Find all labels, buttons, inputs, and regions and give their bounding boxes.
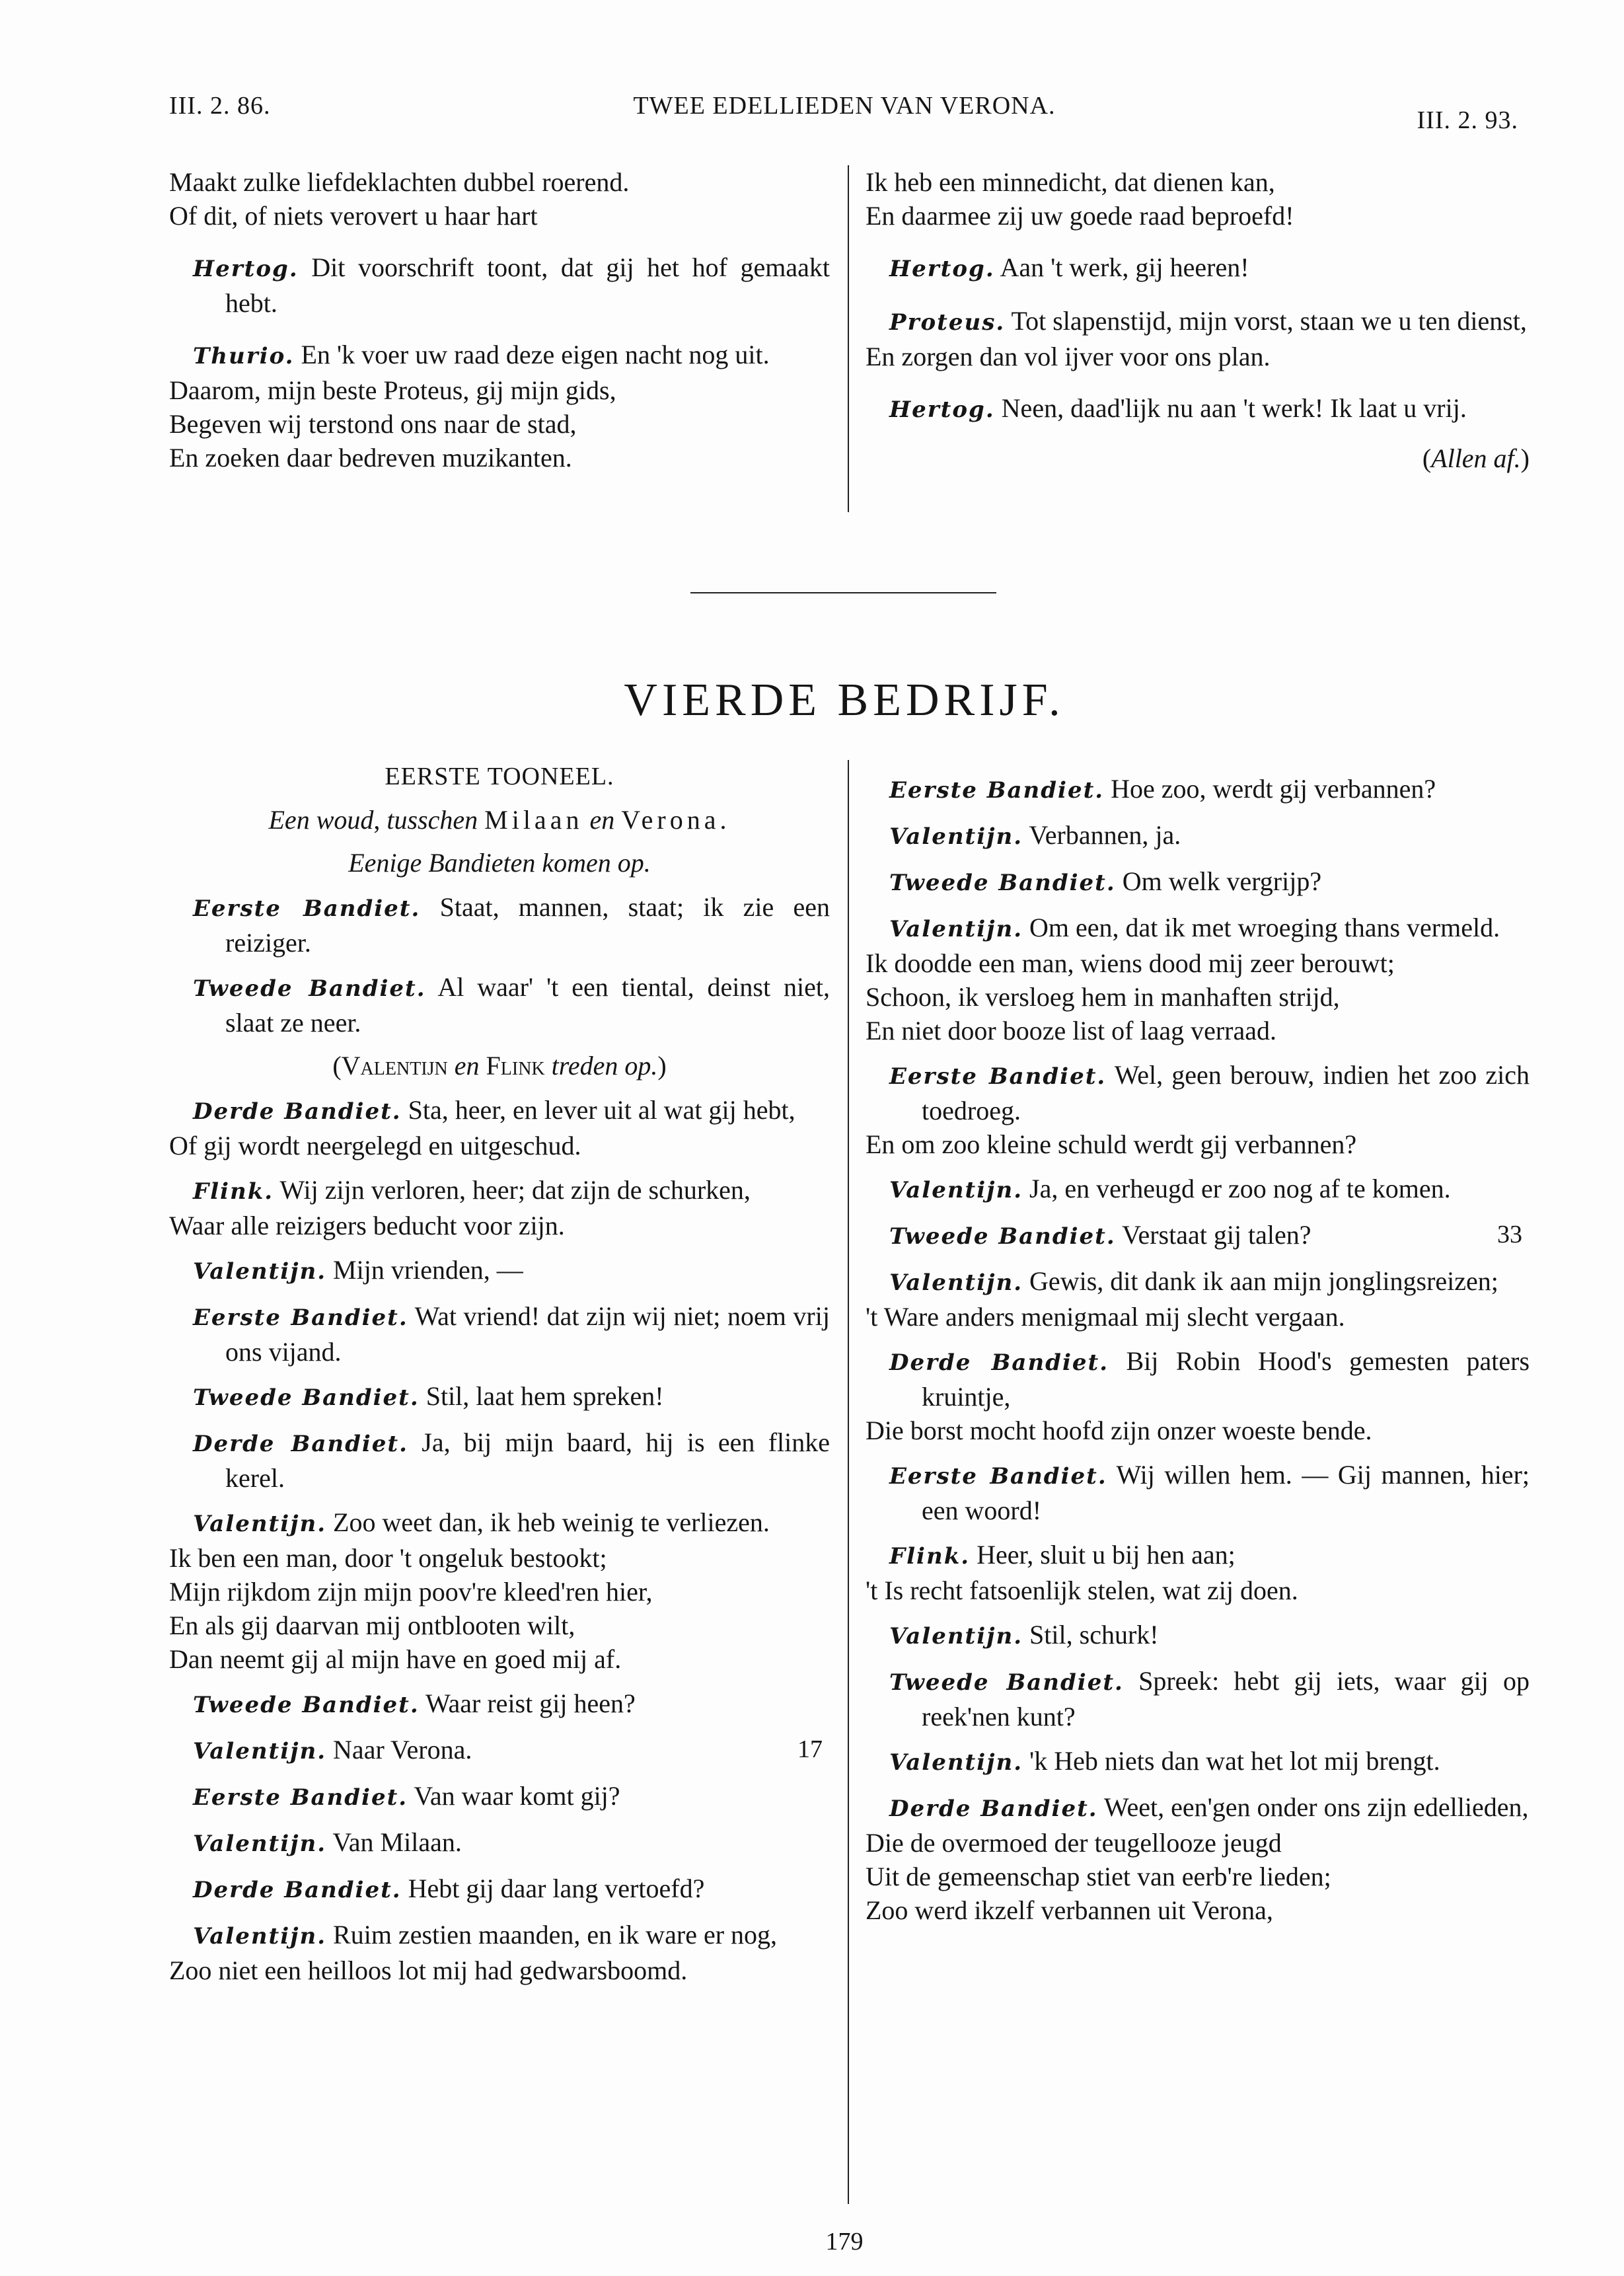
speech bbox=[889, 1618, 1530, 1653]
stage-direction-part: , bbox=[373, 805, 387, 835]
speech bbox=[193, 1872, 830, 1907]
speech bbox=[889, 391, 1530, 427]
speech bbox=[889, 864, 1530, 900]
stage-direction-part: en bbox=[583, 805, 622, 835]
speech-text: Wel, geen berouw, indien het zoo zich toedroeg. bbox=[922, 1060, 1530, 1125]
verse-line: 't Is recht fatsoenlijk stelen, wat zij doen. bbox=[866, 1575, 1298, 1605]
speech bbox=[889, 1458, 1530, 1527]
verse-line: En om zoo kleine schuld werdt gij verbannen? bbox=[866, 1129, 1357, 1159]
verse-line: Uit de gemeenschap stiet van eerb're lieden; bbox=[866, 1862, 1331, 1891]
speech-text: Sta, heer, en lever uit al wat gij hebt, bbox=[408, 1095, 795, 1125]
top-left-column bbox=[169, 165, 830, 474]
speech bbox=[889, 1264, 1530, 1300]
bottom-right-column bbox=[866, 772, 1530, 1927]
scene-heading: EERSTE TOONEEL. bbox=[385, 763, 614, 790]
speaker-name: Flink. bbox=[889, 1543, 971, 1570]
verse-line: Of dit, of niets verovert u haar hart bbox=[169, 201, 538, 231]
speaker-name: Thurio. bbox=[193, 343, 295, 369]
speaker-name: Derde Bandiet. bbox=[193, 1431, 408, 1457]
speech-text: Wij willen hem. — Gij mannen, hier; een woord! bbox=[922, 1460, 1530, 1525]
verse-line: Die de overmoed der teugellooze jeugd bbox=[866, 1828, 1282, 1858]
stage-direction-part: ) bbox=[657, 1051, 667, 1081]
stage-direction-part: Verona. bbox=[621, 805, 731, 835]
speech bbox=[889, 250, 1530, 286]
speech bbox=[193, 1918, 830, 1954]
speech-text: Hoe zoo, werdt gij verbannen? bbox=[1111, 774, 1436, 804]
verse-line: Ik doodde een man, wiens dood mij zeer berouwt; bbox=[866, 948, 1395, 978]
speech-text: Wat vriend! dat zijn wij niet; noem vrij ons vijand. bbox=[225, 1301, 830, 1367]
speaker-name: Eerste Bandiet. bbox=[889, 777, 1105, 804]
stage-direction-part: Allen af. bbox=[1431, 443, 1521, 473]
speech-text: Neen, daad'lijk nu aan 't werk! Ik laat u vrij. bbox=[1001, 393, 1467, 423]
speech-text: Om welk vergrijp? bbox=[1122, 866, 1322, 896]
speech bbox=[193, 1299, 830, 1369]
speech bbox=[889, 1664, 1530, 1733]
verse-line: Maakt zulke liefdeklachten dubbel roerend. bbox=[169, 167, 630, 197]
speaker-name: Derde Bandiet. bbox=[889, 1796, 1098, 1822]
column-divider-bottom bbox=[848, 760, 849, 2204]
speech bbox=[193, 1505, 830, 1541]
speech bbox=[193, 1687, 830, 1722]
speaker-name: Flink. bbox=[193, 1178, 274, 1205]
verse-line: En niet door booze list of laag verraad. bbox=[866, 1016, 1276, 1045]
speech bbox=[193, 338, 830, 373]
speaker-name: Eerste Bandiet. bbox=[193, 1784, 408, 1811]
speech-text: Van waar komt gij? bbox=[414, 1781, 620, 1811]
speech-text: Stil, laat hem spreken! bbox=[425, 1381, 664, 1411]
verse-line: En als gij daarvan mij ontblooten wilt, bbox=[169, 1611, 575, 1640]
stage-direction-part: en bbox=[447, 1051, 486, 1081]
bottom-left-column bbox=[169, 760, 830, 1987]
speech bbox=[889, 1172, 1530, 1207]
stage-direction-part: Flink bbox=[486, 1051, 545, 1081]
speech: 33 Tweede Bandiet. Verstaat gij talen? bbox=[889, 1220, 1522, 1250]
verse-line: 't Ware anders menigmaal mij slecht vergaan. bbox=[866, 1302, 1345, 1332]
speaker-name: Eerste Bandiet. bbox=[193, 895, 421, 922]
top-right-column bbox=[866, 165, 1530, 475]
stage-direction-part: Valentijn bbox=[341, 1051, 448, 1081]
speaker-name: Valentijn. bbox=[193, 1923, 327, 1950]
speaker-name: Hertog. bbox=[193, 256, 299, 282]
speaker-name: Eerste Bandiet. bbox=[889, 1463, 1107, 1490]
page-number: 179 bbox=[825, 2228, 864, 2256]
stage-direction-part: Eenige Bandieten komen op. bbox=[348, 848, 651, 878]
verse-line: Ik ben een man, door 't ongeluk bestookt; bbox=[169, 1543, 607, 1573]
speech bbox=[193, 970, 830, 1040]
speech bbox=[193, 1093, 830, 1129]
stage-direction bbox=[169, 803, 830, 837]
header-right-reference: III. 2. 93. bbox=[1417, 106, 1518, 134]
verse-line: En zoeken daar bedreven muzikanten. bbox=[169, 443, 572, 473]
speech-text: Ruim zestien maanden, en ik ware er nog, bbox=[333, 1920, 778, 1950]
speaker-name: Proteus. bbox=[889, 309, 1006, 336]
speaker-name: Tweede Bandiet. bbox=[889, 1223, 1116, 1250]
speaker-name: Valentijn. bbox=[193, 1831, 327, 1857]
speaker-name: Valentijn. bbox=[889, 1749, 1023, 1776]
speaker-name: Tweede Bandiet. bbox=[193, 1692, 420, 1718]
verse-line: Die borst mocht hoofd zijn onzer woeste bende. bbox=[866, 1416, 1372, 1445]
speech-text: Heer, sluit u bij hen aan; bbox=[977, 1540, 1236, 1570]
speech-text: Van Milaan. bbox=[332, 1827, 462, 1857]
speech bbox=[889, 772, 1530, 808]
act-title: VIERDE BEDRIJF. bbox=[624, 675, 1065, 726]
section-rule bbox=[690, 592, 996, 593]
speech-text: Verstaat gij talen? bbox=[1121, 1220, 1311, 1250]
speech-text: En 'k voer uw raad deze eigen nacht nog uit. bbox=[301, 340, 770, 369]
verse-line: Zoo werd ikzelf verbannen uit Verona, bbox=[866, 1895, 1273, 1925]
speaker-name: Valentijn. bbox=[193, 1511, 327, 1537]
speech-text: Wij zijn verloren, heer; dat zijn de schurken, bbox=[279, 1175, 751, 1205]
speaker-name: Derde Bandiet. bbox=[889, 1349, 1109, 1376]
speech bbox=[889, 1744, 1530, 1780]
speaker-name: Derde Bandiet. bbox=[193, 1098, 402, 1125]
speech-text: Hebt gij daar lang vertoefd? bbox=[408, 1874, 705, 1903]
stage-direction-part: ( bbox=[1422, 443, 1432, 473]
speech-text: Gewis, dit dank ik aan mijn jonglingsreizen; bbox=[1029, 1266, 1498, 1296]
speech bbox=[193, 890, 830, 960]
speech bbox=[889, 304, 1530, 340]
stage-direction bbox=[169, 1049, 830, 1082]
header-left-reference: III. 2. 86. bbox=[169, 92, 271, 120]
verse-line: En zorgen dan vol ijver voor ons plan. bbox=[866, 342, 1271, 371]
stage-direction bbox=[866, 441, 1530, 475]
speaker-name: Valentijn. bbox=[889, 823, 1023, 850]
speech-text: Stil, schurk! bbox=[1029, 1620, 1159, 1650]
speaker-name: Hertog. bbox=[889, 256, 995, 282]
speaker-name: Tweede Bandiet. bbox=[193, 1385, 420, 1411]
stage-direction-part: Een woud bbox=[268, 805, 374, 835]
speaker-name: Hertog. bbox=[889, 397, 995, 423]
speech-text: Verbannen, ja. bbox=[1029, 820, 1181, 850]
speaker-name: Valentijn. bbox=[889, 1270, 1023, 1296]
verse-line: Zoo niet een heilloos lot mij had gedwarsboomd. bbox=[169, 1955, 688, 1985]
speech bbox=[889, 818, 1530, 854]
speaker-name: Tweede Bandiet. bbox=[193, 975, 426, 1002]
speech bbox=[889, 1790, 1530, 1826]
speech bbox=[193, 1379, 830, 1415]
speech bbox=[193, 1173, 830, 1209]
speech: 17 Valentijn. Naar Verona. bbox=[193, 1735, 823, 1764]
speech bbox=[193, 250, 830, 320]
speech bbox=[889, 1058, 1530, 1127]
stage-direction-part: ( bbox=[332, 1051, 342, 1081]
speaker-name: Derde Bandiet. bbox=[193, 1877, 402, 1903]
stage-direction-part: Milaan bbox=[484, 805, 583, 835]
verse-line: Schoon, ik versloeg hem in manhaften strijd, bbox=[866, 982, 1340, 1012]
speech-text: 'k Heb niets dan wat het lot mij brengt. bbox=[1029, 1746, 1440, 1776]
verse-line: Mijn rijkdom zijn mijn poov're kleed'ren hier, bbox=[169, 1577, 653, 1607]
speech-text: Mijn vrienden, — bbox=[333, 1255, 523, 1285]
verse-line: Dan neemt gij al mijn have en goed mij af. bbox=[169, 1644, 622, 1674]
speaker-name: Valentijn. bbox=[889, 1623, 1023, 1650]
verse-line: Daarom, mijn beste Proteus, gij mijn gids, bbox=[169, 375, 616, 405]
speech bbox=[193, 1253, 830, 1289]
speech-text: Spreek: hebt gij iets, waar gij op reek'nen kunt? bbox=[922, 1666, 1530, 1731]
speech bbox=[193, 1825, 830, 1861]
speech-text: Staat, mannen, staat; ik zie een reiziger. bbox=[225, 892, 830, 958]
speech-text: Waar reist gij heen? bbox=[425, 1688, 636, 1718]
speech-text: Weet, een'gen onder ons zijn edellieden, bbox=[1103, 1792, 1529, 1822]
speaker-name: Valentijn. bbox=[889, 1177, 1023, 1203]
verse-line: Begeven wij terstond ons naar de stad, bbox=[169, 409, 577, 439]
stage-direction-part: ) bbox=[1520, 443, 1530, 473]
stage-direction-part: tusschen bbox=[387, 805, 485, 835]
stage-direction-part: treden op. bbox=[544, 1051, 658, 1081]
speech-text: Om een, dat ik met wroeging thans vermeld. bbox=[1029, 913, 1500, 942]
speech-text: Zoo weet dan, ik heb weinig te verliezen. bbox=[333, 1507, 770, 1537]
verse-line: Of gij wordt neergelegd en uitgeschud. bbox=[169, 1131, 581, 1160]
speech-text: Bij Robin Hood's gemesten paters kruintje, bbox=[922, 1346, 1530, 1412]
column-divider-top bbox=[848, 165, 849, 512]
speaker-name: Eerste Bandiet. bbox=[889, 1063, 1107, 1090]
speaker-name: Valentijn. bbox=[193, 1738, 327, 1764]
speaker-name: Valentijn. bbox=[889, 916, 1023, 942]
speech-text: Aan 't werk, gij heeren! bbox=[1000, 252, 1249, 282]
speech-text: Ja, bij mijn baard, hij is een flinke kerel. bbox=[225, 1427, 830, 1493]
running-title: TWEE EDELLIEDEN VAN VERONA. bbox=[633, 92, 1056, 120]
speech-text: Naar Verona. bbox=[333, 1735, 472, 1764]
speech-text: Ja, en verheugd er zoo nog af te komen. bbox=[1029, 1174, 1451, 1203]
speech bbox=[193, 1425, 830, 1495]
speech bbox=[889, 911, 1530, 946]
speech-text: Al waar' 't een tiental, deinst niet, slaat ze neer. bbox=[225, 972, 830, 1038]
verse-line: Waar alle reizigers beducht voor zijn. bbox=[169, 1211, 565, 1240]
speech bbox=[889, 1538, 1530, 1574]
verse-line: Ik heb een minnedicht, dat dienen kan, bbox=[866, 167, 1275, 197]
speaker-name: Valentijn. bbox=[193, 1258, 327, 1285]
speech-text: Tot slapenstijd, mijn vorst, staan we u ten dienst, bbox=[1011, 306, 1527, 336]
speech bbox=[889, 1344, 1530, 1414]
speech bbox=[193, 1779, 830, 1815]
speaker-name: Tweede Bandiet. bbox=[889, 1669, 1124, 1696]
speaker-name: Eerste Bandiet. bbox=[193, 1305, 408, 1331]
speaker-name: Tweede Bandiet. bbox=[889, 870, 1116, 896]
verse-line: En daarmee zij uw goede raad beproefd! bbox=[866, 201, 1294, 231]
stage-direction bbox=[169, 846, 830, 880]
speech-text: Dit voorschrift toont, dat gij het hof gemaakt hebt. bbox=[225, 252, 830, 318]
